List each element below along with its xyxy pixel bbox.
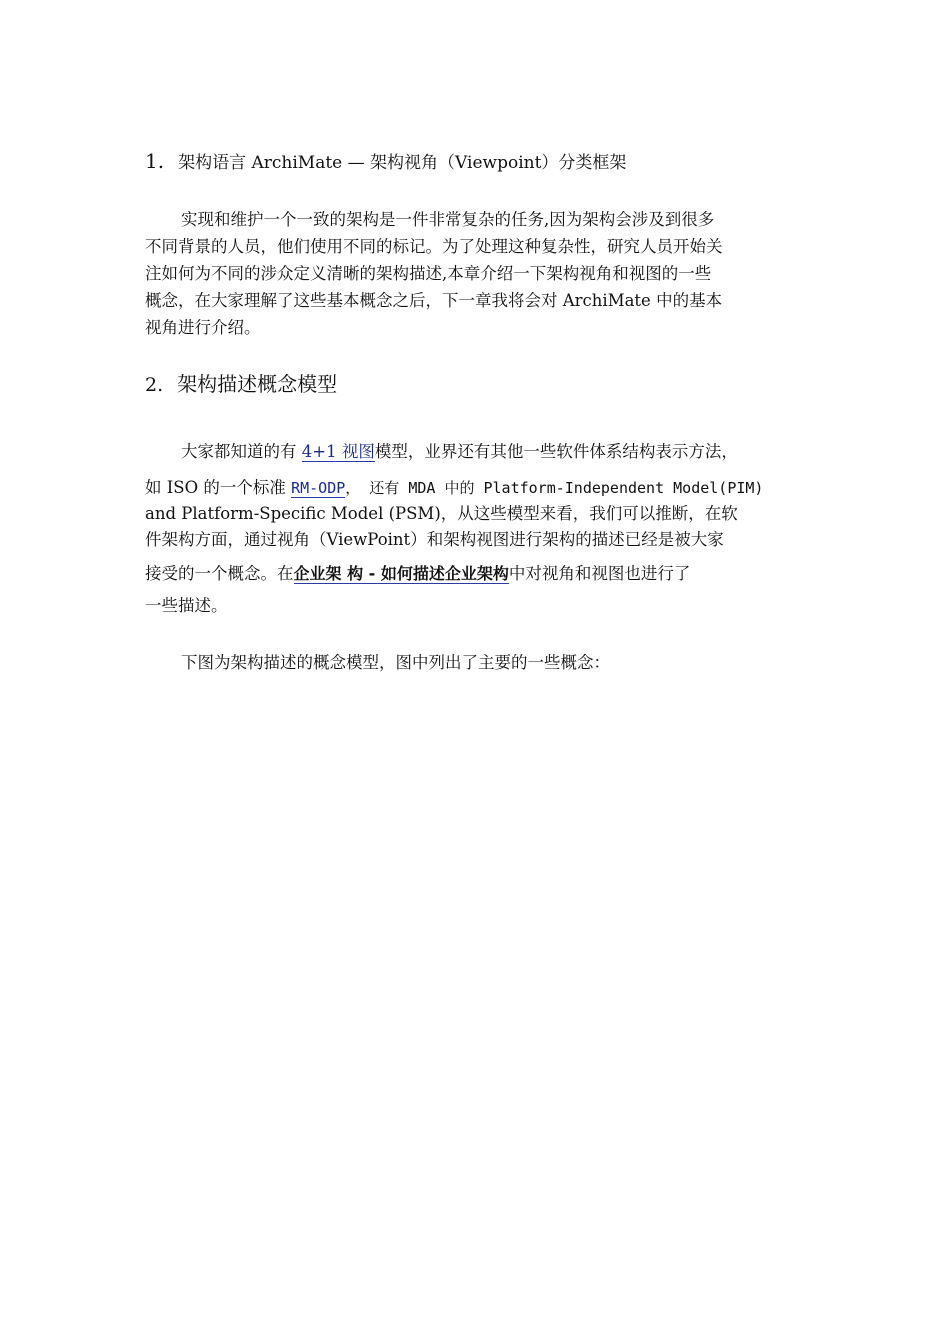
figure-intro-paragraph [145, 649, 810, 676]
paragraph-line: 实现和维护一个一致的架构是一件非常复杂的任务,因为架构会涉及到很多 [181, 210, 715, 229]
text-run: 大家都知道的有 [181, 442, 302, 461]
section-1-number: 1. [145, 149, 165, 173]
paragraph-line: 注如何为不同的涉众定义清晰的架构描述,本章介绍一下架构视角和视图的一些 [145, 264, 712, 283]
text-run: 模型，业界还有其他一些软件体系结构表示方法， [374, 442, 738, 461]
section-2-title: 架构描述概念模型 [177, 372, 338, 396]
text-run: 接受的一个概念。在 [145, 564, 294, 583]
paragraph-line: 视角进行介绍。 [145, 318, 261, 337]
paragraph-line [145, 561, 810, 587]
paragraph-line: and Platform-Specific Model (PSM)，从这些模型来看，我们可以推断，在软 [145, 504, 738, 523]
paragraph-line [145, 475, 810, 501]
paragraph-line: 件架构方面，通过视角（ViewPoint）和架构视图进行架构的描述已经是被大家 [145, 530, 724, 549]
text-run: ， 还有 MDA 中的 Platform-Independent Model(PIM) [345, 479, 764, 497]
text-run: 中对视角和视图也进行了 [508, 564, 691, 583]
paragraph-line: 下图为架构描述的概念模型，图中列出了主要的一些概念： [181, 653, 610, 672]
paragraph-line: 不同背景的人员，他们使用不同的标记。为了处理这种复杂性，研究人员开始关 [145, 237, 723, 256]
intro-paragraph [145, 206, 810, 341]
paragraph-line [145, 439, 810, 465]
concept-paragraph [145, 439, 810, 619]
section-2-heading [145, 368, 337, 397]
section-1-heading [145, 148, 626, 173]
link-rm-odp[interactable]: RM-ODP [291, 479, 346, 497]
text-run: 如 ISO 的一个标准 [145, 478, 292, 497]
section-2-number: 2. [145, 374, 164, 396]
section-1-title: 架构语言 ArchiMate — 架构视角（Viewpoint）分类框架 [178, 153, 627, 173]
link-enterprise-architecture[interactable]: 企业架 构 - 如何描述企业架构 [293, 564, 509, 583]
paragraph-line: 概念，在大家理解了这些基本概念之后，下一章我将会对 ArchiMate 中的基本 [145, 291, 723, 310]
link-4plus1-view[interactable]: 4+1 视图 [301, 442, 375, 461]
paragraph-line: 一些描述。 [145, 596, 228, 615]
